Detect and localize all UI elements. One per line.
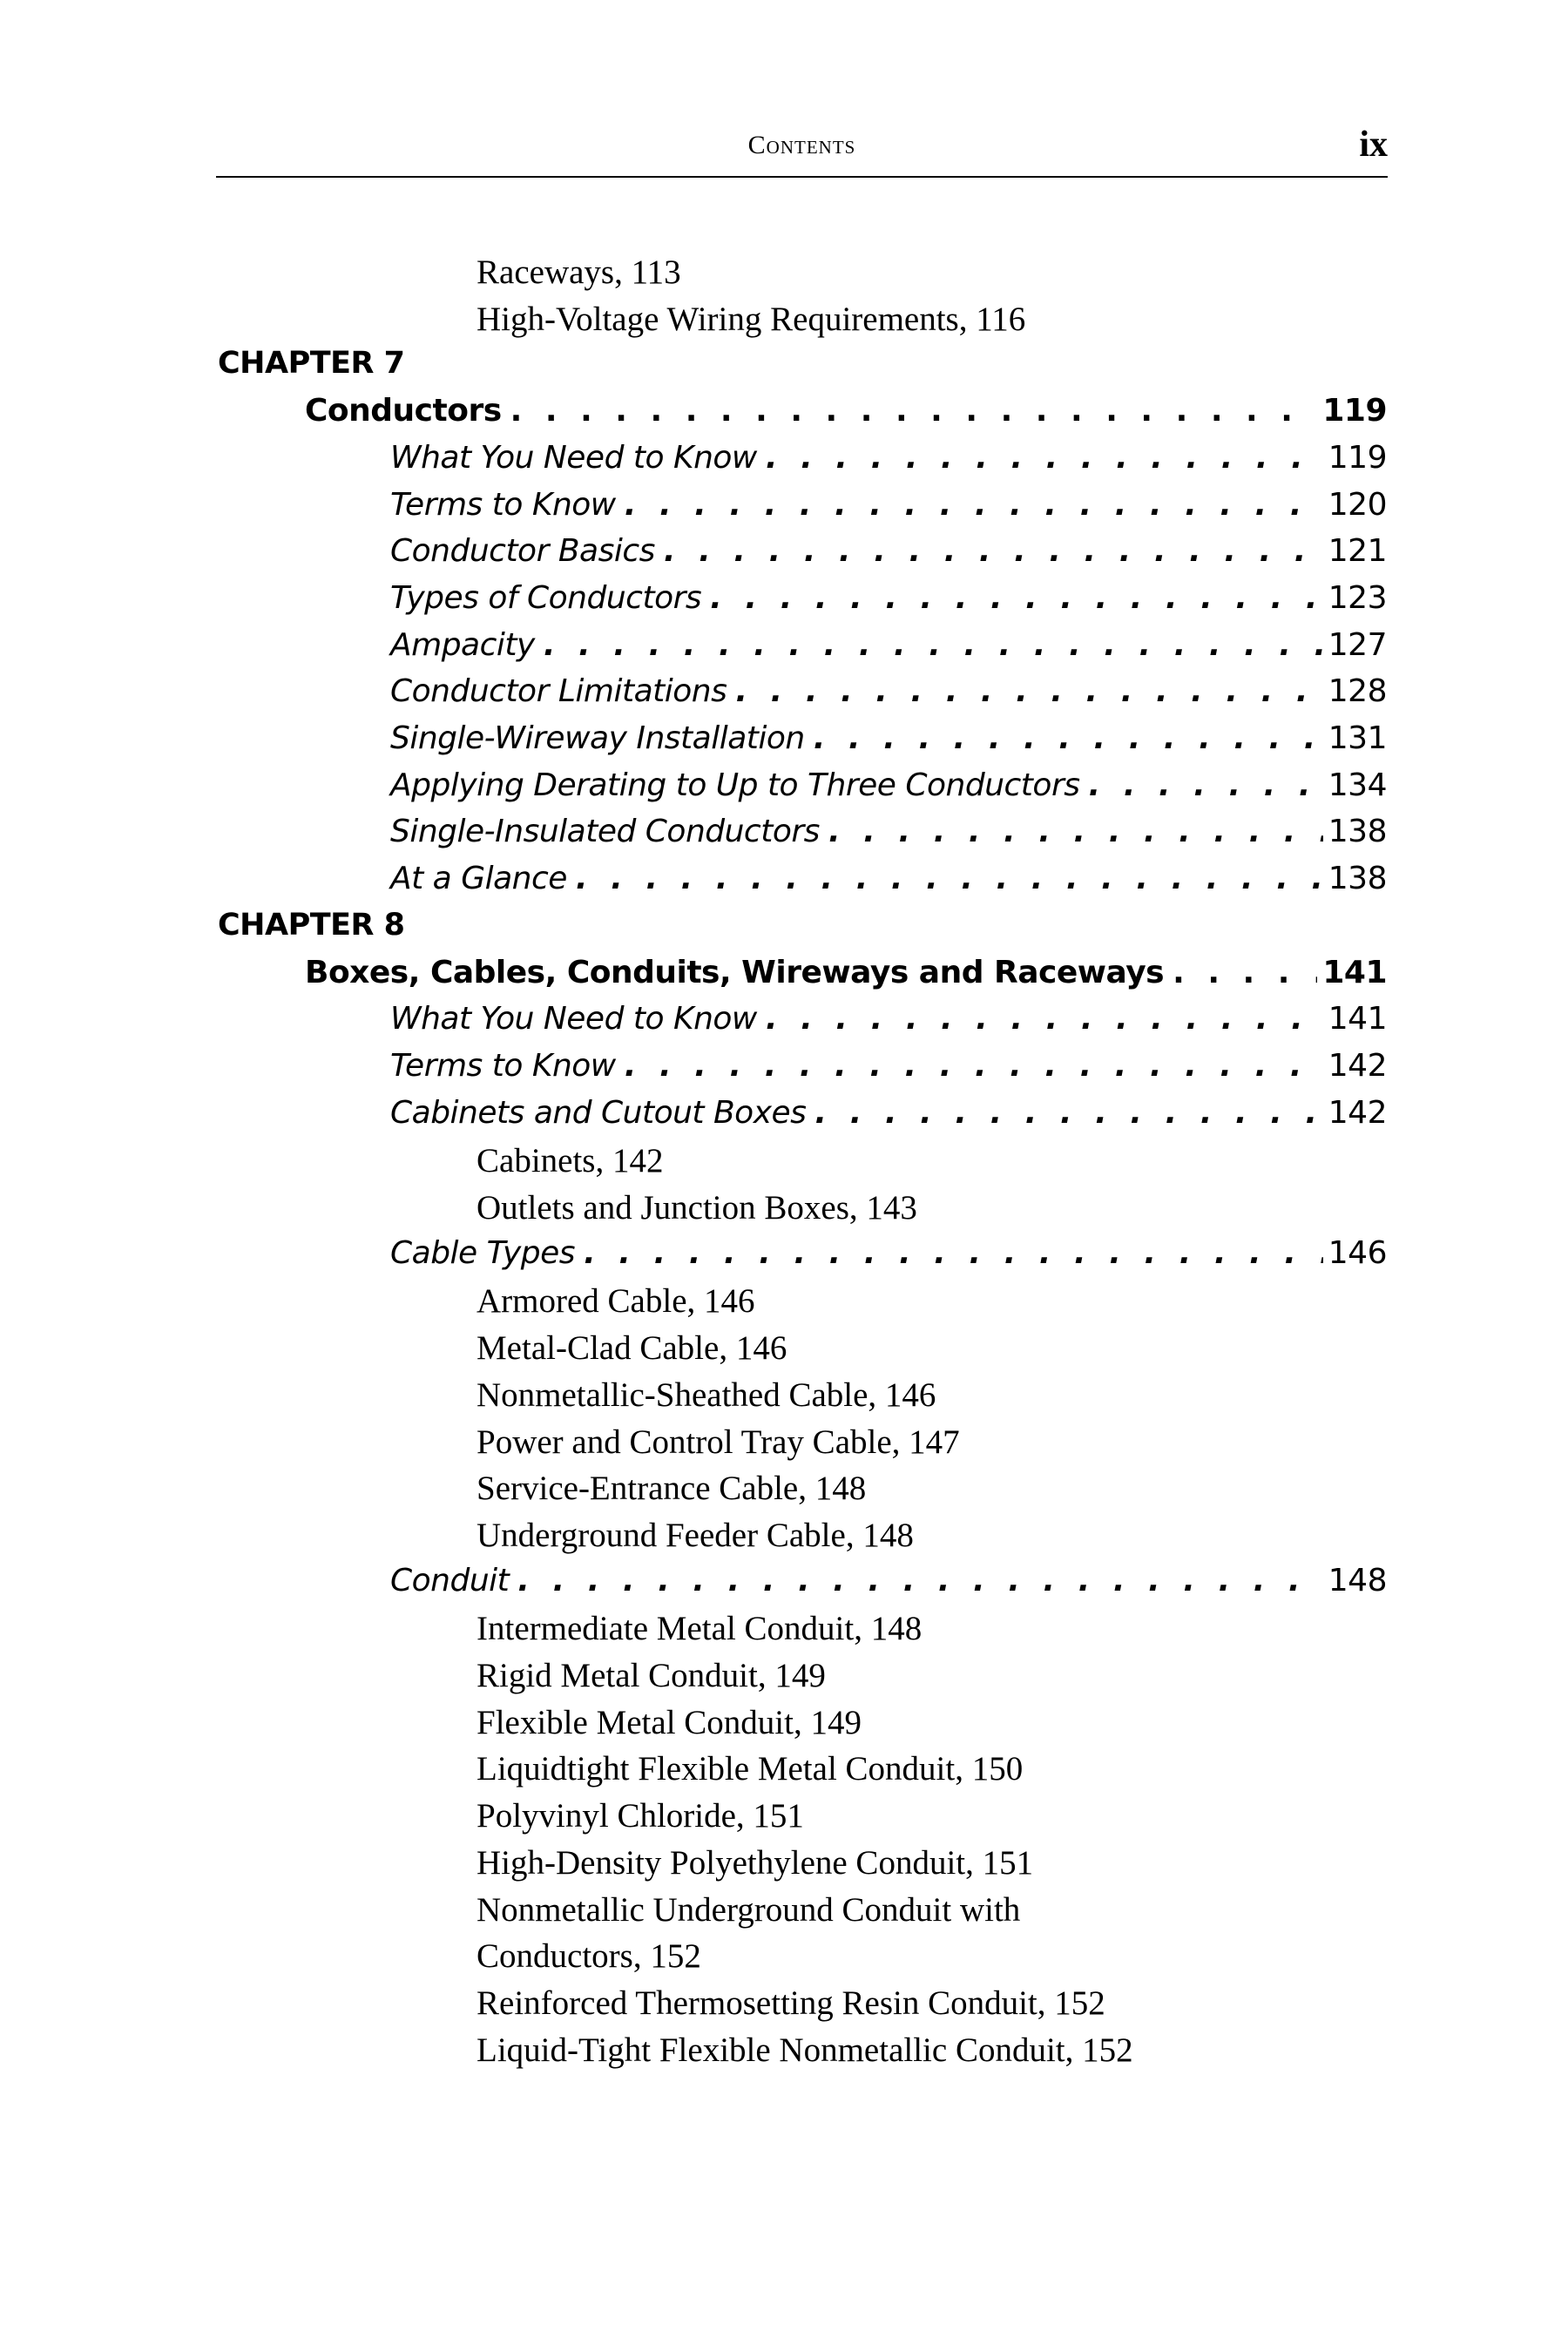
- dot-leader: [766, 1001, 1323, 1037]
- toc-line: [0, 814, 1568, 861]
- toc-line: [0, 1609, 1568, 1656]
- dot-leader: [544, 627, 1323, 663]
- toc-subentry: Rigid Metal Conduit, 149: [476, 1657, 826, 1694]
- toc-section-entry: [390, 487, 1387, 534]
- toc-line: [0, 1749, 1568, 1796]
- dot-leader: [1089, 767, 1323, 803]
- toc-entry-page: 131: [1328, 720, 1387, 756]
- toc-line: [0, 1281, 1568, 1328]
- toc-line: [0, 1890, 1568, 1937]
- toc-entry-title: What You Need to Know: [390, 439, 757, 476]
- toc-entry-page: 119: [1322, 393, 1387, 429]
- toc-subentry: Conductors, 152: [476, 1937, 701, 1976]
- toc-line: [0, 1563, 1568, 1610]
- toc-entry-title: Terms to Know: [390, 1047, 616, 1084]
- toc-line: [0, 1328, 1568, 1375]
- toc-section-entry: [390, 720, 1387, 767]
- toc-entry-page: 146: [1328, 1234, 1387, 1271]
- toc-entry-title: Boxes, Cables, Conduits, Wireways and Raceways: [305, 954, 1165, 990]
- toc-line: [0, 533, 1568, 580]
- toc-section-entry: [390, 673, 1387, 720]
- dot-leader: [664, 533, 1323, 569]
- dot-leader: [517, 1563, 1323, 1598]
- toc-line: [0, 487, 1568, 534]
- dot-leader: [766, 440, 1323, 476]
- toc-subentry: Power and Control Tray Cable, 147: [476, 1423, 960, 1461]
- toc-line: [0, 253, 1568, 300]
- toc-section-entry: [390, 1095, 1387, 1142]
- dot-leader: [710, 580, 1323, 616]
- toc-entry-title: Types of Conductors: [390, 579, 702, 616]
- toc-line: [0, 1984, 1568, 2031]
- toc-subentry: Polyvinyl Chloride, 151: [476, 1797, 804, 1835]
- toc-entry-page: 119: [1328, 439, 1387, 476]
- toc-subentry: Metal-Clad Cable, 146: [476, 1329, 787, 1368]
- toc-line: [0, 1703, 1568, 1750]
- toc-line: [0, 580, 1568, 627]
- toc-subentry: Armored Cable, 146: [476, 1282, 755, 1321]
- running-head-title: Contents: [747, 131, 856, 159]
- toc-line: [0, 1423, 1568, 1470]
- toc-section-entry: [390, 767, 1387, 814]
- toc-entry-page: 120: [1328, 486, 1387, 523]
- toc-section-entry: [390, 580, 1387, 627]
- toc-entry-title: Cabinets and Cutout Boxes: [390, 1094, 807, 1131]
- toc-line: [0, 1048, 1568, 1095]
- toc-line: [0, 1188, 1568, 1235]
- toc-chapter-title: [305, 393, 1387, 440]
- toc-subentry: Service-Entrance Cable, 148: [476, 1470, 867, 1508]
- toc-subentry: Reinforced Thermosetting Resin Conduit, 152: [476, 1984, 1105, 2022]
- dot-leader: [576, 861, 1323, 896]
- chapter-heading: CHAPTER 8: [218, 907, 405, 943]
- toc-section-entry: [390, 1048, 1387, 1095]
- toc-line: [0, 393, 1568, 440]
- dot-leader: [1173, 955, 1317, 990]
- toc-section-entry: [390, 1001, 1387, 1048]
- toc-line: [0, 1141, 1568, 1188]
- toc-entry-page: 138: [1328, 814, 1387, 850]
- toc-entry-page: 141: [1328, 1001, 1387, 1037]
- toc-line: [0, 1095, 1568, 1142]
- toc-entry-page: 141: [1322, 954, 1387, 990]
- toc-line: [0, 1001, 1568, 1048]
- toc-line: [0, 673, 1568, 720]
- toc-line: [0, 2031, 1568, 2078]
- toc-entry-page: 127: [1328, 626, 1387, 663]
- toc-entry-title: Ampacity: [390, 626, 535, 663]
- toc-entry-title: Applying Derating to Up to Three Conductors: [390, 767, 1080, 803]
- toc-entry-title: Conduit: [390, 1562, 510, 1598]
- toc-line: [0, 1796, 1568, 1843]
- dot-leader: [814, 1095, 1322, 1131]
- toc-entry-page: 148: [1328, 1562, 1387, 1598]
- toc-subentry: Nonmetallic Underground Conduit with: [476, 1890, 1021, 1929]
- toc-entry-title: Terms to Know: [390, 486, 616, 523]
- toc-line: [0, 1235, 1568, 1282]
- toc-entry-page: 128: [1328, 673, 1387, 710]
- dot-leader: [625, 487, 1323, 523]
- toc-entry-page: 134: [1328, 767, 1387, 803]
- toc-line: [0, 1843, 1568, 1890]
- dot-leader: [814, 720, 1323, 756]
- toc-entry-page: 123: [1328, 579, 1387, 616]
- dot-leader: [584, 1235, 1323, 1271]
- toc-subentry: Nonmetallic-Sheathed Cable, 146: [476, 1375, 936, 1414]
- chapter-heading: CHAPTER 7: [218, 346, 405, 382]
- toc-section-entry: [390, 627, 1387, 674]
- toc-line: [0, 955, 1568, 1002]
- toc-line: [0, 627, 1568, 674]
- toc-section-entry: [390, 861, 1387, 908]
- toc-line: [0, 1656, 1568, 1703]
- toc-subentry: Raceways, 113: [476, 253, 681, 291]
- toc-subentry: Flexible Metal Conduit, 149: [476, 1703, 862, 1741]
- toc-subentry: High-Density Polyethylene Conduit, 151: [476, 1843, 1034, 1882]
- toc-section-entry: [390, 814, 1387, 861]
- toc-entry-title: What You Need to Know: [390, 1001, 757, 1037]
- dot-leader: [510, 393, 1318, 429]
- toc-entry-title: Conductor Limitations: [390, 673, 727, 710]
- toc-subentry: Intermediate Metal Conduit, 148: [476, 1610, 923, 1648]
- toc-entry-page: 142: [1328, 1094, 1387, 1131]
- toc-subentry: Liquidtight Flexible Metal Conduit, 150: [476, 1750, 1024, 1788]
- toc-subentry: Cabinets, 142: [476, 1142, 664, 1180]
- toc-line: [0, 1469, 1568, 1516]
- dot-leader: [735, 673, 1322, 709]
- toc-line: [0, 440, 1568, 487]
- toc-entry-title: Conductors: [305, 393, 502, 429]
- toc-line: [0, 861, 1568, 908]
- toc-line: [0, 300, 1568, 347]
- toc-entry-title: Single-Wireway Installation: [390, 720, 805, 756]
- dot-leader: [828, 814, 1323, 849]
- toc-line: [0, 908, 1568, 955]
- toc-line: [0, 1936, 1568, 1984]
- page-number: ix: [1359, 125, 1388, 165]
- toc-section-entry: [390, 1235, 1387, 1282]
- toc-entry-title: Conductor Basics: [390, 533, 655, 570]
- toc-subentry: High-Voltage Wiring Requirements, 116: [476, 300, 1026, 338]
- dot-leader: [625, 1048, 1323, 1084]
- toc-section-entry: [390, 1563, 1387, 1610]
- toc-subentry: Underground Feeder Cable, 148: [476, 1516, 914, 1554]
- toc-entry-page: 121: [1328, 533, 1387, 570]
- toc-subentry: Liquid-Tight Flexible Nonmetallic Conduit, 152: [476, 2031, 1133, 2069]
- toc-subentry: Outlets and Junction Boxes, 143: [476, 1189, 917, 1227]
- toc-entry-page: 142: [1328, 1047, 1387, 1084]
- toc-section-entry: [390, 440, 1387, 487]
- toc-entry-title: At a Glance: [390, 861, 567, 897]
- toc-entry-page: 138: [1328, 861, 1387, 897]
- toc-chapter-title: [305, 955, 1387, 1002]
- toc-section-entry: [390, 533, 1387, 580]
- toc-entry-title: Single-Insulated Conductors: [390, 814, 820, 850]
- toc-line: [0, 1375, 1568, 1423]
- toc-entry-title: Cable Types: [390, 1234, 576, 1271]
- toc-line: [0, 767, 1568, 814]
- toc-line: [0, 1516, 1568, 1563]
- toc-line: [0, 346, 1568, 393]
- toc-line: [0, 720, 1568, 767]
